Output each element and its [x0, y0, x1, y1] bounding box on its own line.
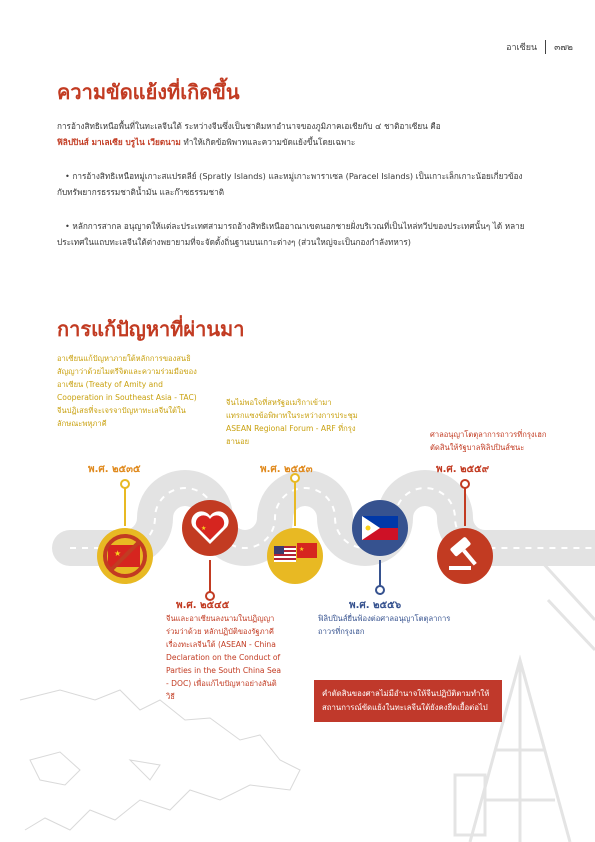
china-flag-icon — [97, 528, 153, 584]
event-2-text: จีนและอาเซียนลงนามในปฏิญญาร่วมว่าด้วย หลักปฏิบัติของรัฐภาคีเรื่องทะเลจีนใต้ (ASEAN - China Declaration on the Conduct of Parties in the South China Sea - DOC) เพื่อแก้ไขปัญหาอย่างสันติวิธี — [166, 614, 282, 701]
event-3-text: จีนไม่พอใจที่สหรัฐอเมริกาเข้ามาแทรกแซงข้อพิพาทในระหว่างการประชุม ASEAN Regional Forum - ARF ที่กรุงฮานอย — [226, 398, 358, 446]
conflict-bullet-2: • หลักการสากล อนุญาตให้แต่ละประเทศสามารถอ้างสิทธิเหนืออาณาเขตนอกชายฝั่งบริเวณที่เป็นไหล่ทวีปของประเทศนั้นๆ ได้ หลายประเทศในแถบทะเลจีนใต้ต่างพยายามที่จะจัดตั้งถิ่นฐานบนเกาะต่างๆ (ส่วนใหญ่จะเป็นกองกำลังทหาร) — [57, 221, 525, 247]
solutions-title: การแก้ปัญหาที่ผ่านมา — [57, 317, 245, 341]
intro-part2: ทำให้เกิดข้อพิพาทและความขัดแย้งขึ้นโดยเฉพาะ — [180, 137, 356, 147]
conflict-intro — [57, 118, 527, 150]
heart-china-icon — [182, 500, 238, 556]
svg-text:★: ★ — [114, 549, 122, 558]
verdict-callout: คำตัดสินของศาลไม่มีอำนาจให้จีนปฏิบัติตามทำให้สถานการณ์ขัดแย้งในทะเลจีนใต้ยังคงยืดเยื้อต่อไป — [314, 680, 502, 722]
event-1-year: พ.ศ. ๒๕๓๕ — [88, 464, 141, 475]
conflict-title: ความขัดแย้งที่เกิดขึ้น — [57, 80, 240, 104]
event-3-year: พ.ศ. ๒๕๕๓ — [260, 464, 313, 475]
background-map — [20, 690, 300, 830]
svg-text:★: ★ — [201, 525, 207, 532]
svg-text:★: ★ — [299, 546, 305, 553]
philippines-flag-icon — [352, 500, 408, 556]
event-1-text: อาเซียนแก้ปัญหาภายใต้หลักการของสนธิสัญญาว่าด้วยไมตรีจิตและความร่วมมือของอาเซียน (Treaty of Amity and Cooperation in Southeast Asia - TAC) จีนปฏิเสธที่จะเจรจาปัญหาทะเลจีนใต้ในลักษณะพหุภาคี — [57, 354, 197, 428]
timeline-road — [70, 488, 595, 548]
gavel-icon — [437, 528, 493, 584]
page-header — [506, 40, 573, 54]
event-4-year: พ.ศ. ๒๕๕๖ — [349, 600, 402, 611]
event-5-year: พ.ศ. ๒๕๕๙ — [436, 464, 490, 475]
header-divider — [545, 40, 546, 54]
us-china-flags-icon — [267, 528, 323, 584]
event-4-text: ฟิลิปปินส์ยื่นฟ้องต่อศาลอนุญาโตตุลาการถาวรที่กรุงเฮก — [318, 614, 451, 636]
intro-countries: ฟิลิปปินส์ มาเลเซีย บรูไน เวียดนาม — [57, 137, 181, 147]
event-2-year: พ.ศ. ๒๕๔๕ — [176, 600, 230, 611]
page-number: ๓๗๒ — [554, 43, 573, 53]
header-section: อาเซียน — [506, 43, 538, 53]
intro-part1: การอ้างสิทธิเหนือพื้นที่ในทะเลจีนใต้ ระหว่างจีนซึ่งเป็นชาติมหาอำนาจของภูมิภาคเอเชียกับ ๔ ชาติอาเซียน คือ — [57, 121, 441, 131]
event-5-text: ศาลอนุญาโตตุลาการถาวรที่กรุงเฮกตัดสินให้รัฐบาลฟิลิปปินส์ชนะ — [430, 430, 547, 452]
conflict-bullet-1: • การอ้างสิทธิเหนือหมู่เกาะสแปรตลีย์ (Spratly Islands) และหมู่เกาะพาราเซล (Paracel Islands) เป็นเกาะเล็กเกาะน้อยเกี่ยวข้องกับทรัพยากรธรรมชาติน้ำมัน และก๊าซธรรมชาติ — [57, 171, 523, 197]
